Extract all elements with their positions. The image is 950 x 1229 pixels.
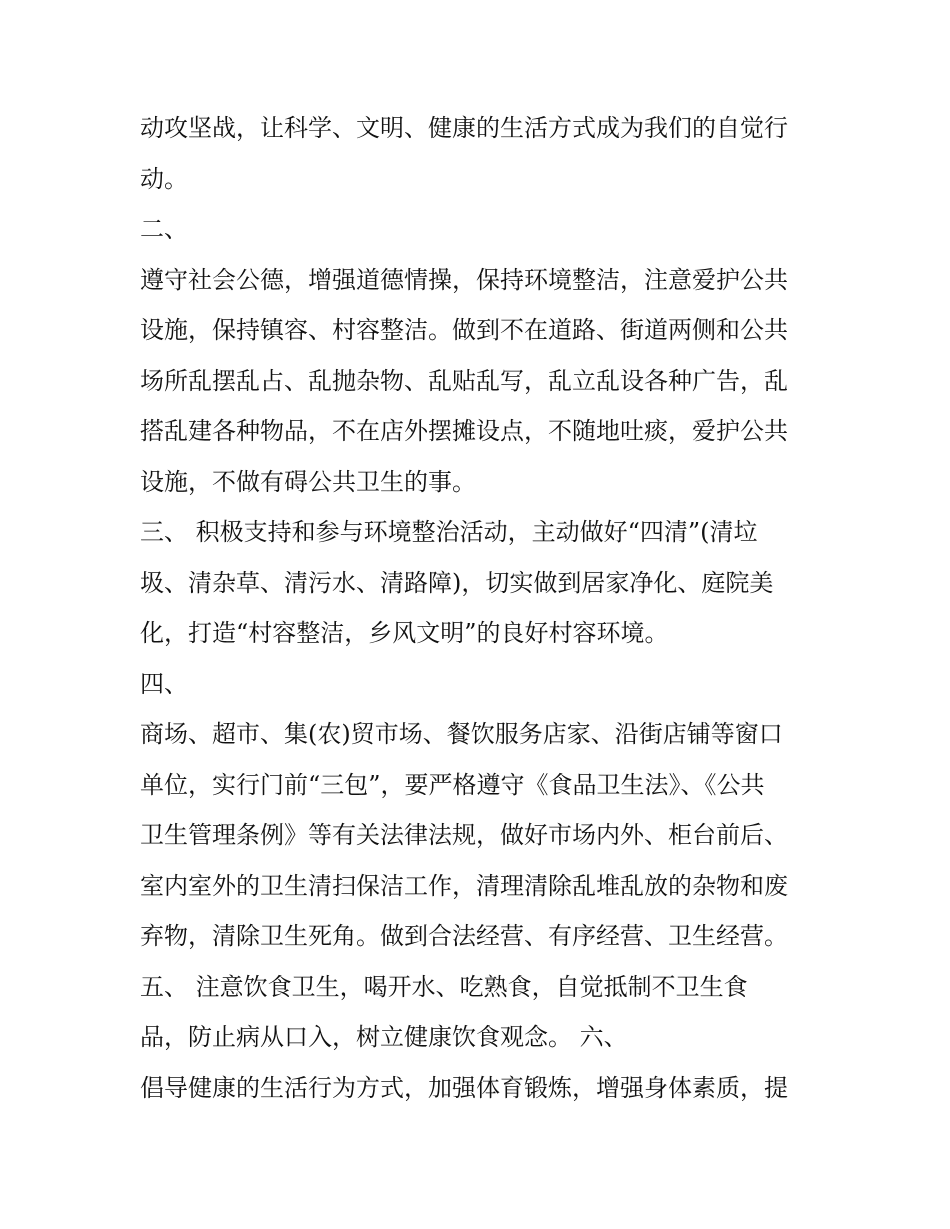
text-line-7: 搭乱建各种物品，不在店外摆摊设点，不随地吐痰，爱护公共	[140, 417, 788, 445]
text-line-18: 五、 注意饮食卫生，喝开水、吃熟食，自觉抵制不卫生食	[140, 973, 748, 1001]
text-line-20: 倡导健康的生活行为方式，加强体育锻炼，增强身体素质，提	[140, 1074, 788, 1102]
text-line-9: 三、 积极支持和参与环境整治活动，主动做好“四清”(清垃	[140, 518, 758, 546]
section-heading-2: 二、	[140, 215, 188, 243]
text-line-1: 动攻坚战，让科学、文明、健康的生活方式成为我们的自觉行	[140, 114, 788, 142]
text-line-4: 遵守社会公德，增强道德情操，保持环境整洁，注意爱护公共	[140, 266, 788, 294]
text-line-16: 室内室外的卫生清扫保洁工作，清理清除乱堆乱放的杂物和废	[140, 872, 788, 900]
text-line-15: 卫生管理条例》等有关法律法规，做好市场内外、柜台前后、	[140, 821, 788, 849]
text-line-5: 设施，保持镇容、村容整洁。做到不在道路、街道两侧和公共	[140, 316, 788, 344]
text-line-10: 圾、清杂草、清污水、清路障)，切实做到居家净化、庭院美	[140, 569, 774, 597]
text-line-14: 单位，实行门前“三包”，要严格遵守《食品卫生法》、《公共	[140, 771, 765, 799]
text-line-11: 化，打造“村容整洁，乡风文明”的良好村容环境。	[140, 619, 669, 647]
text-line-19: 品，防止病从口入，树立健康饮食观念。 六、	[140, 1023, 628, 1051]
text-line-6: 场所乱摆乱占、乱抛杂物、乱贴乱写，乱立乱设各种广告，乱	[140, 367, 788, 395]
text-line-13: 商场、超市、集(农)贸市场、餐饮服务店家、沿街店铺等窗口	[140, 720, 783, 748]
section-heading-4: 四、	[140, 670, 188, 698]
text-line-8: 设施，不做有碍公共卫生的事。	[140, 468, 476, 496]
text-line-17: 弃物，清除卫生死角。做到合法经营、有序经营、卫生经营。	[140, 922, 788, 950]
text-line-2: 动。	[140, 165, 188, 193]
